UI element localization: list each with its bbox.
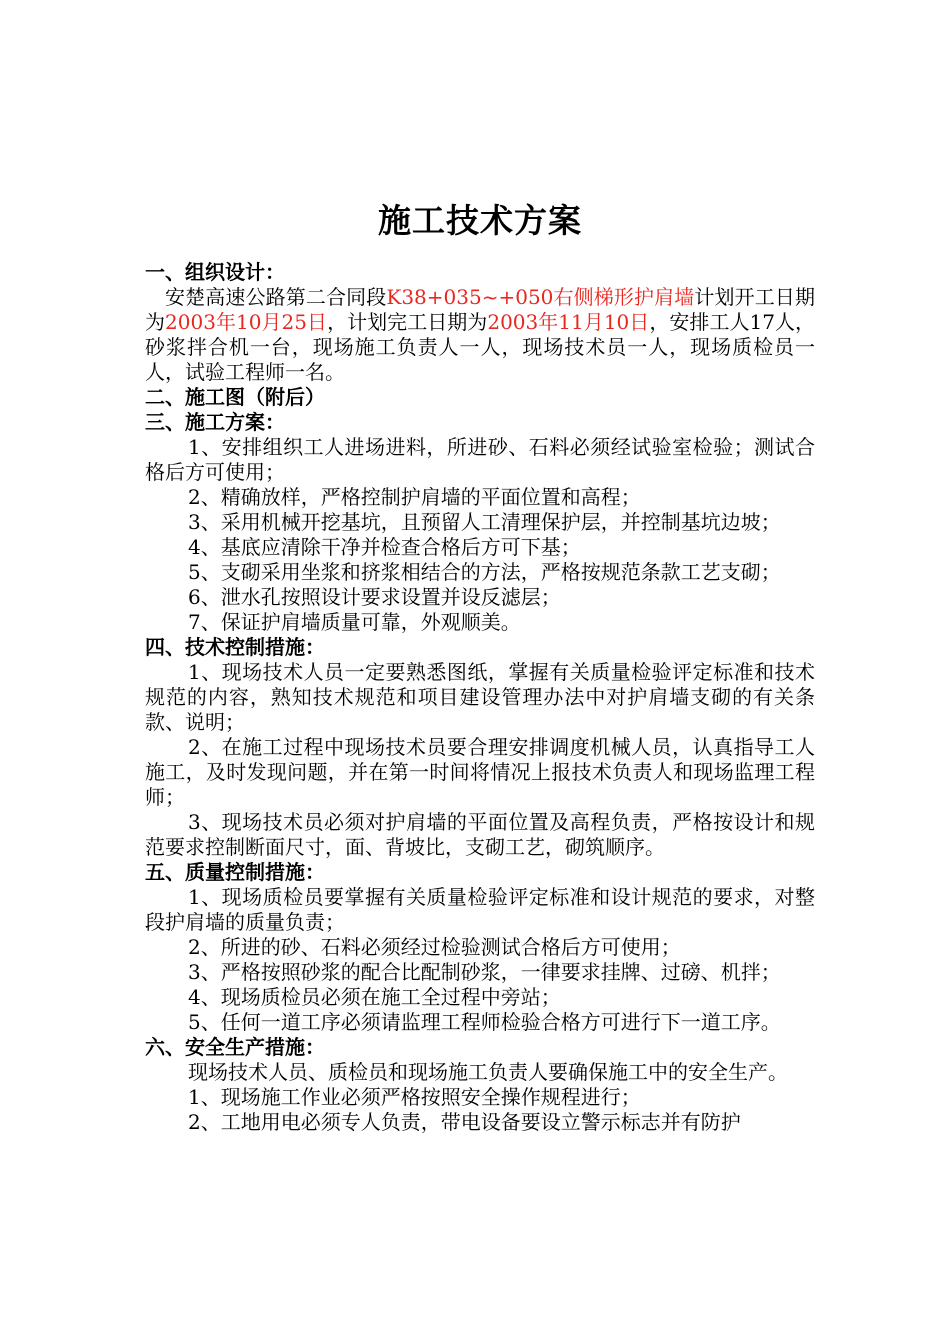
organization-text-intro: 安楚高速公路第二合同段 <box>165 285 387 309</box>
section-5-item: 1、现场质检员要掌握有关质量检验评定标准和设计规范的要求，对整段护肩墙的质量负责； <box>145 885 815 934</box>
section-3-item: 5、支砌采用坐浆和挤浆相结合的方法，严格按规范条款工艺支砌； <box>188 560 781 584</box>
section-6-heading: 六、安全生产措施： <box>145 1035 325 1059</box>
start-date-highlight: 2003年10月25日 <box>165 310 328 334</box>
section-3-item: 4、基底应清除干净并检查合格后方可下基； <box>188 535 581 559</box>
section-4-item: 1、现场技术人员一定要熟悉图纸，掌握有关质量检验评定标准和技术规范的内容，熟知技术规范和项目建设管理办法中对护肩墙支砌的有关条款、说明； <box>145 660 815 734</box>
section-3-item: 7、保证护肩墙质量可靠，外观顺美。 <box>188 610 521 634</box>
section-3-heading: 三、施工方案： <box>145 410 285 434</box>
organization-text-staff: ，安排工人17人，砂浆拌合机一台，现场施工负责人一人，现场技术员一人，现场质检员一人，试验工程师一名。 <box>145 310 816 384</box>
document-title: 施工技术方案 <box>378 201 582 240</box>
organization-text-start: 计划开工日期为 <box>145 285 816 334</box>
project-location-highlight: K38+035~+050右侧梯形护肩墙 <box>386 285 695 309</box>
section-1-paragraph <box>145 285 815 385</box>
section-6-item: 1、现场施工作业必须严格按照安全操作规程进行； <box>188 1085 641 1109</box>
document-page <box>145 190 815 1135</box>
section-5-item: 5、任何一道工序必须请监理工程师检验合格方可进行下一道工序。 <box>188 1010 781 1034</box>
section-3-item: 3、采用机械开挖基坑，且预留人工清理保护层，并控制基坑边坡； <box>188 510 781 534</box>
end-date-highlight: 2003年11月10日 <box>487 310 650 334</box>
section-6-item: 现场技术人员、质检员和现场施工负责人要确保施工中的安全生产。 <box>188 1060 788 1084</box>
section-4-item: 2、在施工过程中现场技术员要合理安排调度机械人员，认真指导工人施工，及时发现问题，并在第一时间将情况上报技术负责人和现场监理工程师； <box>145 735 815 809</box>
section-5-item: 2、所进的砂、石料必须经过检验测试合格后方可使用； <box>188 935 681 959</box>
section-2-heading: 二、施工图（附后） <box>145 385 325 409</box>
section-1-heading: 一、组织设计： <box>145 260 285 284</box>
section-4-heading: 四、技术控制措施： <box>145 635 325 659</box>
section-5-item: 3、严格按照砂浆的配合比配制砂浆，一律要求挂牌、过磅、机拌； <box>188 960 781 984</box>
section-5-item: 4、现场质检员必须在施工全过程中旁站； <box>188 985 561 1009</box>
section-3-item: 2、精确放样，严格控制护肩墙的平面位置和高程； <box>188 485 641 509</box>
section-4-item: 3、现场技术员必须对护肩墙的平面位置及高程负责，严格按设计和规范要求控制断面尺寸，面、背坡比，支砌工艺，砌筑顺序。 <box>145 810 815 859</box>
section-3-item: 1、安排组织工人进场进料，所进砂、石料必须经试验室检验；测试合格后方可使用； <box>145 435 815 484</box>
section-3-item: 6、泄水孔按照设计要求设置并设反滤层； <box>188 585 561 609</box>
section-6-item: 2、工地用电必须专人负责，带电设备要设立警示标志并有防护 <box>188 1110 741 1134</box>
section-5-heading: 五、质量控制措施： <box>145 860 325 884</box>
organization-text-end: ，计划完工日期为 <box>327 310 488 334</box>
